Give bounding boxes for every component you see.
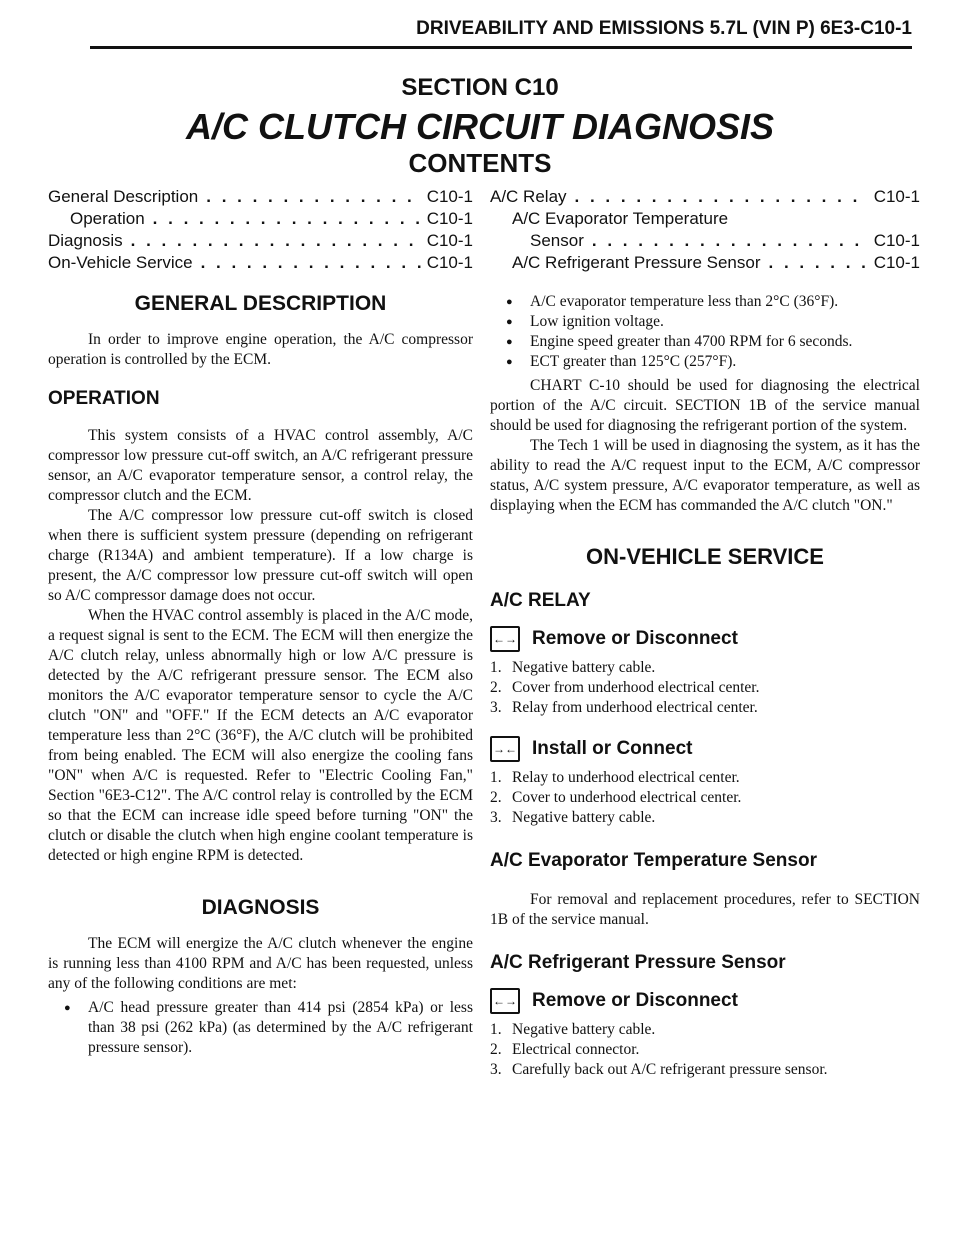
list-item: ● A/C evaporator temperature less than 2°C (36°F).	[490, 292, 920, 312]
general-description-heading: GENERAL DESCRIPTION	[134, 292, 387, 315]
list-item: ● Engine speed greater than 4700 RPM for 6 seconds.	[490, 332, 920, 352]
right-column	[490, 186, 920, 1080]
list-item: 2. Electrical connector.	[490, 1041, 640, 1058]
toc-entry	[490, 252, 920, 274]
section-title: A/C CLUTCH CIRCUIT DIAGNOSIS	[186, 106, 774, 147]
list-item: 3. Negative battery cable.	[490, 809, 656, 826]
operation-heading: OPERATION	[48, 388, 160, 409]
toc-entry-title: On-Vehicle Service	[48, 253, 193, 272]
toc-entry-page: C10-1	[426, 187, 473, 206]
toc-entry	[48, 208, 473, 230]
remove-disconnect-icon: ←→	[490, 626, 520, 652]
pressure-sensor-heading: A/C Refrigerant Pressure Sensor	[490, 952, 786, 973]
toc-entry-page: C10-1	[873, 187, 920, 206]
toc-entry-title: A/C Evaporator Temperature	[512, 209, 729, 228]
remove-disconnect-label: Remove or Disconnect	[532, 990, 738, 1011]
toc-entry-title: General Description	[48, 187, 199, 206]
diagnosis-paragraph: CHART C-10 should be used for diagnosing the electrical portion of the A/C circuit. SECTION 1B of the service manual should be used for diagnosing the refrigerant portion of the system.	[490, 377, 920, 434]
toc-right	[490, 186, 920, 274]
on-vehicle-service-heading: ON-VEHICLE SERVICE	[586, 544, 824, 569]
remove-disconnect-label: Remove or Disconnect	[532, 628, 738, 649]
general-description-text: In order to improve engine operation, the A/C compressor operation is controlled by the ECM.	[48, 331, 473, 368]
pressure-remove-steps	[490, 1020, 920, 1080]
install-connect-icon: →←	[490, 736, 520, 762]
toc-entry-title: A/C Refrigerant Pressure Sensor	[512, 253, 761, 272]
list-item: ● ECT greater than 125°C (257°F).	[490, 352, 920, 372]
install-connect-label: Install or Connect	[532, 738, 693, 759]
remove-disconnect-icon: ←→	[490, 988, 520, 1014]
toc-entry	[490, 186, 920, 208]
diagnosis-conditions-left	[48, 998, 473, 1058]
toc-entry	[48, 230, 473, 252]
diagnosis-paragraph: The Tech 1 will be used in diagnosing the system, as it has the ability to read the A/C request input to the ECM, A/C compressor status, A/C system pressure, A/C evaporator temperature, as well as displaying when the ECM has commanded the A/C clutch "ON."	[490, 437, 920, 514]
toc-entry-page: C10-1	[873, 253, 920, 272]
toc-entry-title: Diagnosis	[48, 231, 123, 250]
evap-sensor-text: For removal and replacement procedures, refer to SECTION 1B of the service manual.	[490, 891, 920, 928]
toc-entry-title: A/C Relay	[490, 187, 567, 206]
relay-install-steps	[490, 768, 920, 828]
list-item: 2. Cover from underhood electrical center.	[490, 679, 760, 696]
list-item: 1. Negative battery cable.	[490, 659, 656, 676]
left-column	[48, 186, 473, 1062]
toc-entry	[48, 186, 473, 208]
diagnosis-heading: DIAGNOSIS	[201, 896, 320, 919]
section-label: SECTION C10	[401, 74, 559, 101]
operation-paragraph: The A/C compressor low pressure cut-off switch is closed when there is sufficient system pressure (depending on refrigerant charge (R134A) and ambient temperature). If a low charge is present, the A/C compressor low pressure cut-off switch will open so A/C compressor damage does not occur.	[48, 507, 473, 604]
toc-entry	[490, 230, 920, 252]
list-item: 3. Carefully back out A/C refrigerant pressure sensor.	[490, 1061, 828, 1078]
toc-entry-title: Sensor	[530, 231, 584, 250]
toc-entry	[490, 208, 920, 230]
remove-disconnect-heading	[490, 988, 920, 1014]
list-item: 1. Negative battery cable.	[490, 1021, 656, 1038]
toc-entry-page: C10-1	[873, 231, 920, 250]
list-item: ● A/C head pressure greater than 414 psi (2854 kPa) or less than 38 psi (262 kPa) (as determined by the A/C refrigerant pressure sensor).	[48, 998, 473, 1058]
relay-remove-steps	[490, 658, 920, 718]
toc-entry-page: C10-1	[426, 253, 473, 272]
operation-paragraph: When the HVAC control assembly is placed in the A/C mode, a request signal is sent to the ECM. The ECM will then energize the A/C clutch relay, unless abnormally high or low A/C pressure is detected by the A/C refrigerant pressure sensor. The ECM also monitors the A/C evaporator temperature sensor to cycle the A/C clutch "ON" and "OFF." If the ECM detects an A/C evaporator temperature less than 2°C (36°F), the A/C clutch will be prohibited from being enabled. The ECM will also energize the cooling fans "ON" when A/C is requested. Refer to "Electric Cooling Fan," Section "6E3-C12". The A/C control relay is controlled by the ECM so that the ECM can increase idle speed before turning "ON" the clutch or disable the clutch when high engine coolant temperature is detected or high engine RPM is detected.	[48, 607, 473, 864]
toc-entry-page: C10-1	[426, 231, 473, 250]
ac-relay-heading: A/C RELAY	[490, 590, 591, 611]
diagnosis-intro: The ECM will energize the A/C clutch whenever the engine is running less than 4100 RPM and A/C has been requested, unless any of the following conditions are met:	[48, 935, 473, 992]
contents-heading: CONTENTS	[408, 148, 552, 178]
toc-left	[48, 186, 473, 274]
install-connect-heading	[490, 736, 920, 762]
page-header: DRIVEABILITY AND EMISSIONS 5.7L (VIN P) 6E3-C10-1	[90, 18, 912, 49]
list-item: ● Low ignition voltage.	[490, 312, 920, 332]
toc-entry	[48, 252, 473, 274]
diagnosis-conditions-right	[490, 292, 920, 372]
list-item: 2. Cover to underhood electrical center.	[490, 789, 742, 806]
evap-sensor-heading: A/C Evaporator Temperature Sensor	[490, 850, 817, 871]
operation-paragraph: This system consists of a HVAC control assembly, A/C compressor low pressure cut-off switch, an A/C refrigerant pressure sensor, an A/C evaporator temperature sensor, a control relay, the compressor clutch and the ECM.	[48, 427, 473, 504]
list-item: 3. Relay from underhood electrical center.	[490, 699, 758, 716]
remove-disconnect-heading	[490, 626, 920, 652]
toc-entry-title: Operation	[70, 209, 145, 228]
list-item: 1. Relay to underhood electrical center.	[490, 769, 740, 786]
toc-entry-page: C10-1	[426, 209, 473, 228]
